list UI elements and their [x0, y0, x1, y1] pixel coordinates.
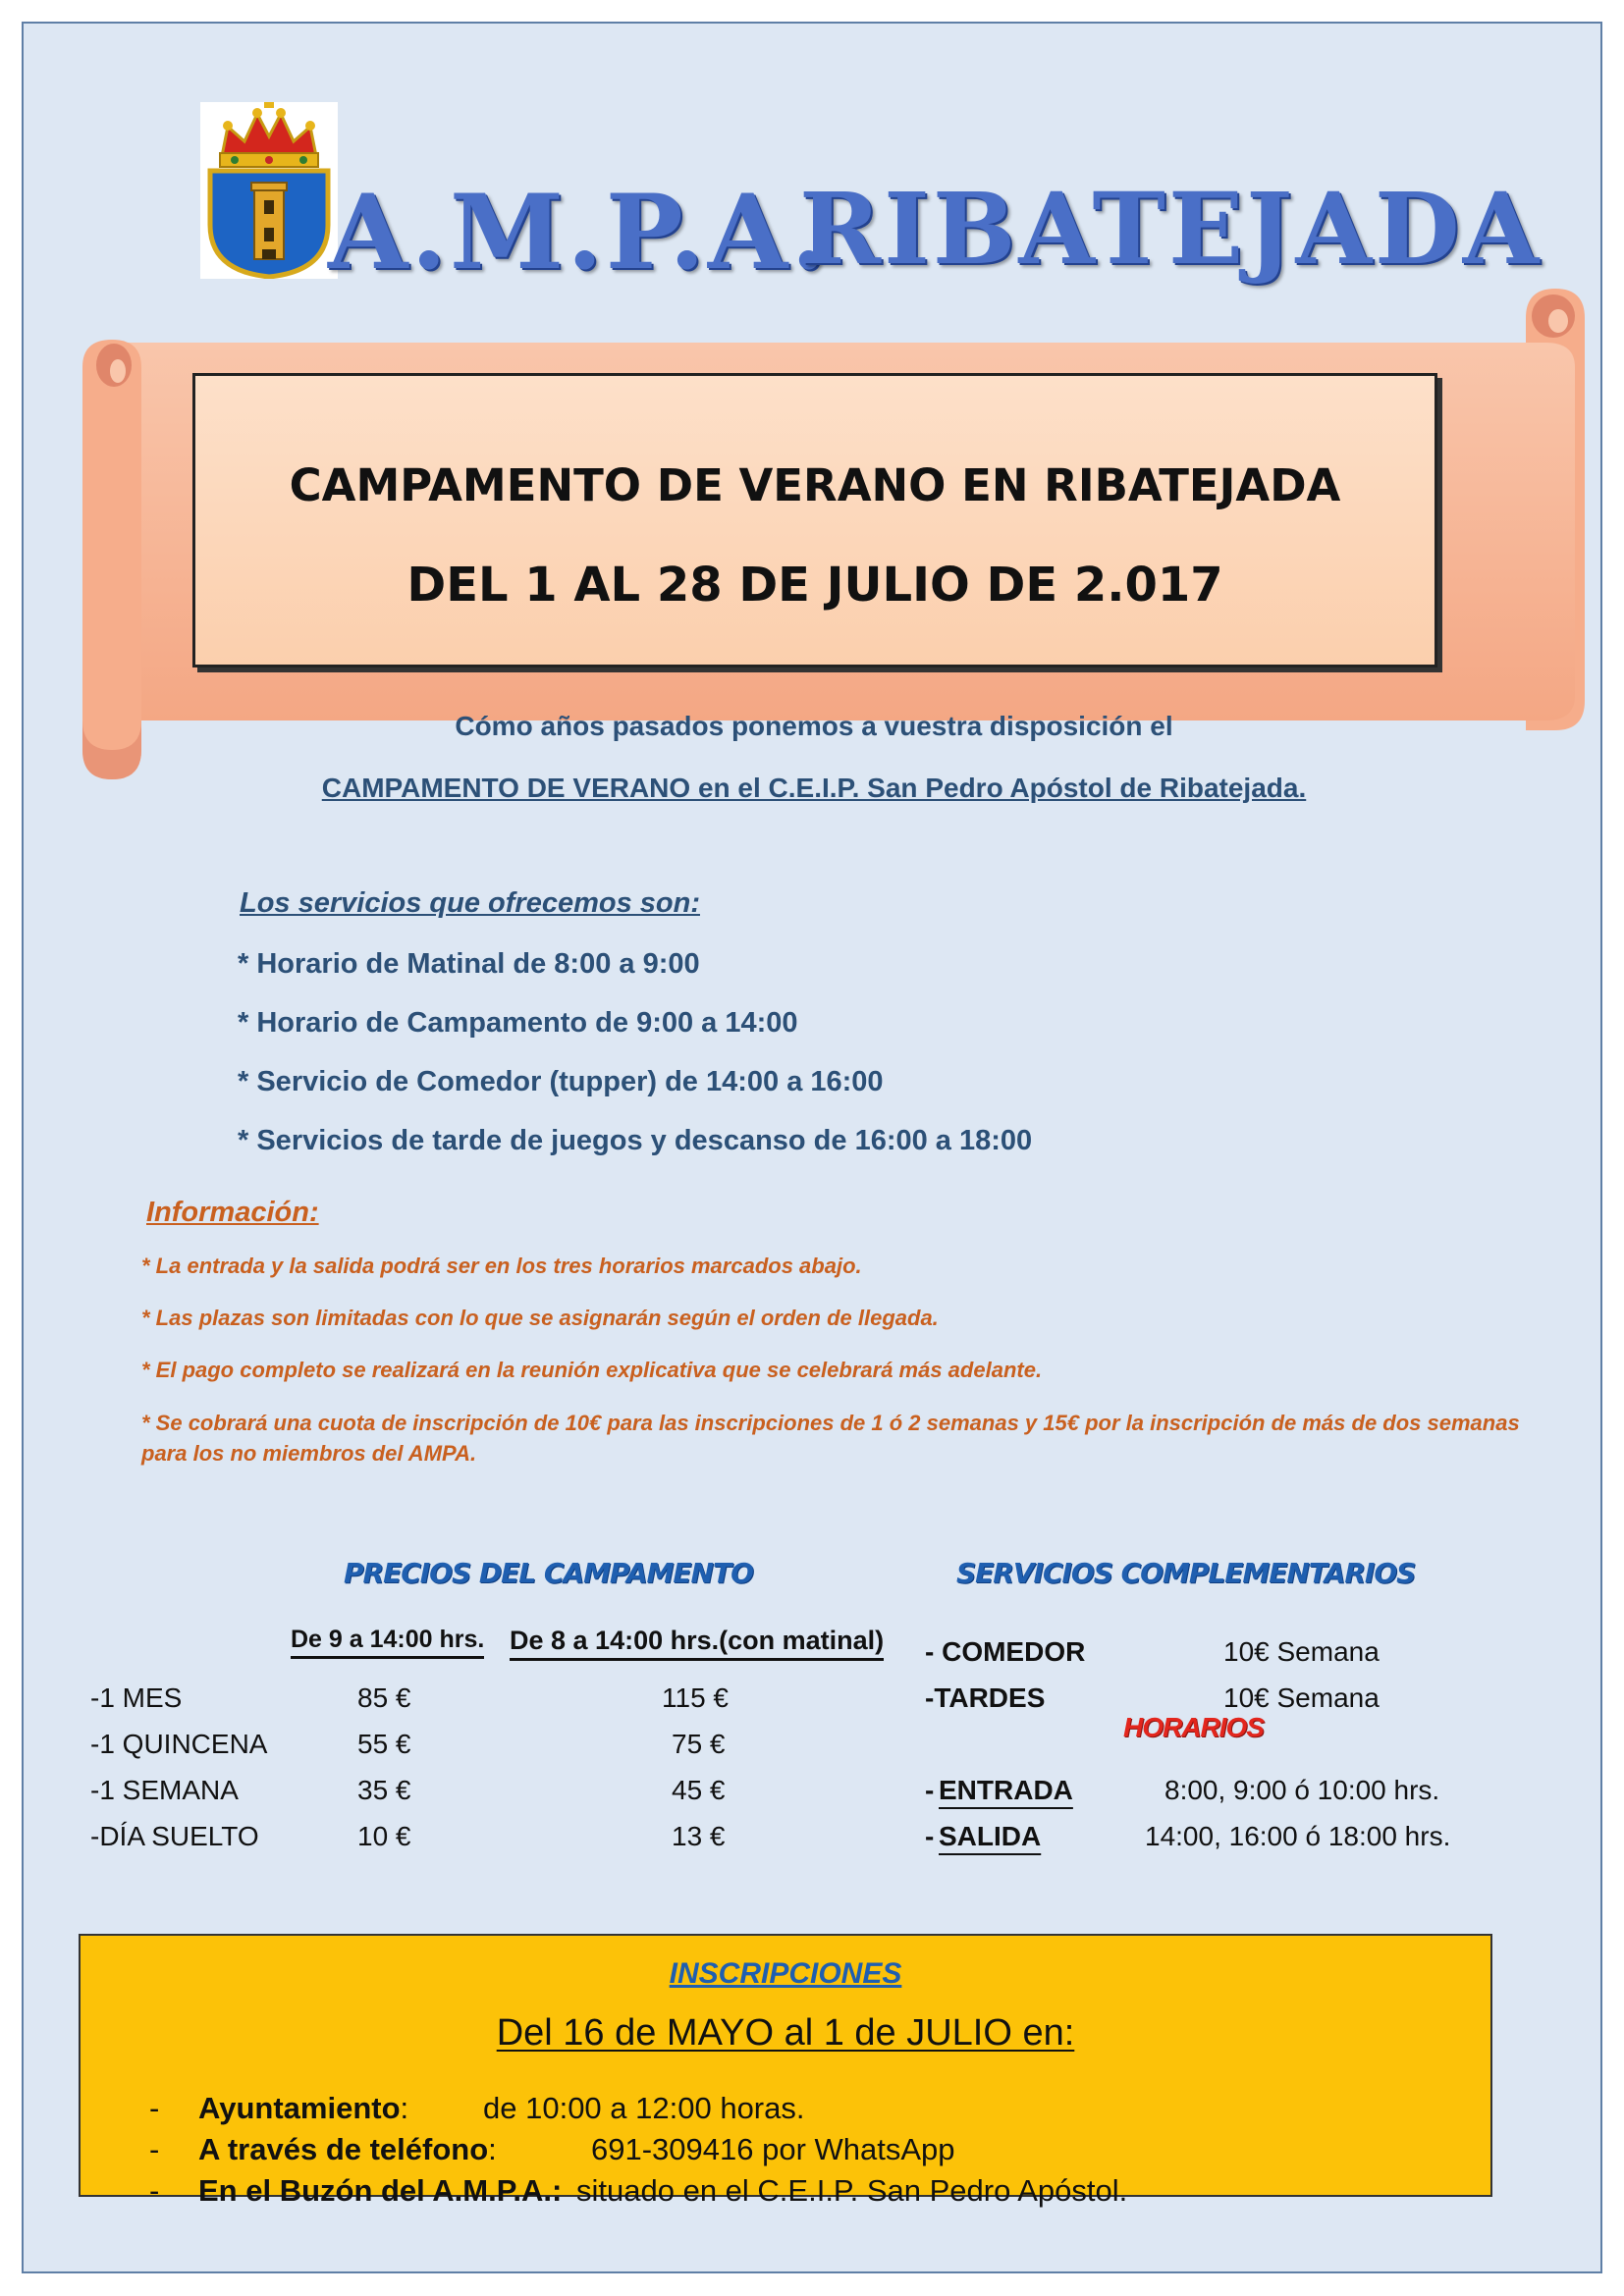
price-row-label: -1 QUINCENA — [90, 1729, 268, 1759]
info-item: * Las plazas son limitadas con lo que se asignarán según el orden de llegada. — [141, 1306, 939, 1330]
org-name: A.M.P.A. — [328, 171, 830, 293]
intro-line-1: Cómo años pasados ponemos a vuestra disposición el — [455, 711, 1173, 741]
schedule-value: 14:00, 16:00 ó 18:00 hrs. — [1145, 1821, 1451, 1851]
price-row-label: -DÍA SUELTO — [90, 1821, 259, 1851]
price-cell: 35 € — [357, 1775, 411, 1805]
service-item: * Servicios de tarde de juegos y descanso de 16:00 a 18:00 — [238, 1125, 1033, 1156]
inscription-label: Ayuntamiento: — [198, 2091, 409, 2125]
list-dash: - — [149, 2091, 160, 2125]
service-item: * Horario de Campamento de 9:00 a 14:00 — [238, 1007, 798, 1039]
inscription-value: 691-309416 por WhatsApp — [591, 2132, 955, 2166]
header-title — [308, 171, 1543, 308]
schedule-label: ENTRADA — [939, 1775, 1073, 1805]
services-heading: Los servicios que ofrecemos son: — [240, 887, 700, 919]
schedule-value: 8:00, 9:00 ó 10:00 hrs. — [1164, 1775, 1440, 1805]
inscription-label: A través de teléfono: — [198, 2132, 497, 2166]
price-column-header: De 8 a 14:00 hrs.(con matinal) — [510, 1626, 884, 1661]
list-dash: - — [149, 2173, 160, 2208]
price-row-label: -1 SEMANA — [90, 1775, 239, 1805]
info-item: * Se cobrará una cuota de inscripción de 10€ para las inscripciones de 1 ó 2 semanas y 15€ por la inscripción de más de dos semanas para los no miembros del AMPA. — [141, 1411, 1520, 1466]
price-row-label: -1 MES — [90, 1682, 183, 1713]
inscription-value: situado en el C.E.I.P. San Pedro Apóstol. — [576, 2173, 1128, 2208]
inscriptions-dates: Del 16 de MAYO al 1 de JULIO en: — [496, 2012, 1075, 2054]
service-item: * Servicio de Comedor (tupper) de 14:00 a 16:00 — [238, 1066, 884, 1097]
intro-line-2: CAMPAMENTO DE VERANO en el C.E.I.P. San Pedro Apóstol de Ribatejada. — [321, 773, 1307, 803]
inscriptions-heading: INSCRIPCIONES — [669, 1957, 902, 1990]
complementary-label: -TARDES — [925, 1682, 1046, 1713]
complementary-heading: SERVICIOS COMPLEMENTARIOS — [956, 1557, 1416, 1589]
schedule-prefix: - — [925, 1821, 935, 1851]
schedule-label: SALIDA — [939, 1821, 1042, 1851]
complementary-value: 10€ Semana — [1223, 1636, 1380, 1667]
price-cell: 115 € — [662, 1682, 729, 1713]
inscriptions-box — [79, 1934, 1492, 2208]
info-item: * La entrada y la salida podrá ser en los tres horarios marcados abajo. — [141, 1254, 862, 1278]
info-item: * El pago completo se realizará en la reunión explicativa que se celebrará más adelante. — [141, 1358, 1043, 1382]
service-item: * Horario de Matinal de 8:00 a 9:00 — [238, 948, 700, 980]
complementary-value: 10€ Semana — [1223, 1682, 1380, 1713]
price-cell: 75 € — [672, 1729, 726, 1759]
price-cell: 85 € — [357, 1682, 411, 1713]
camp-title: CAMPAMENTO DE VERANO EN RIBATEJADA — [289, 459, 1341, 511]
schedule-prefix: - — [925, 1775, 935, 1805]
prices-heading: PRECIOS DEL CAMPAMENTO — [344, 1557, 753, 1589]
list-dash: - — [149, 2132, 160, 2166]
price-cell: 13 € — [672, 1821, 726, 1851]
title-box — [192, 373, 1437, 667]
camp-dates: DEL 1 AL 28 DE JULIO DE 2.017 — [406, 558, 1223, 613]
inscription-label: En el Buzón del A.M.P.A.: — [198, 2173, 563, 2208]
price-cell: 55 € — [357, 1729, 411, 1759]
complementary-label: - COMEDOR — [925, 1636, 1086, 1667]
price-cell: 10 € — [357, 1821, 411, 1851]
price-column-header: De 9 a 14:00 hrs. — [291, 1626, 484, 1659]
inscription-value: de 10:00 a 12:00 horas. — [483, 2091, 805, 2125]
horarios-heading: HORARIOS — [1123, 1712, 1264, 1742]
poster-page — [22, 22, 1602, 2273]
town-name: RIBATEJADA — [799, 171, 1543, 287]
info-heading: Información: — [146, 1197, 319, 1228]
price-cell: 45 € — [672, 1775, 726, 1805]
